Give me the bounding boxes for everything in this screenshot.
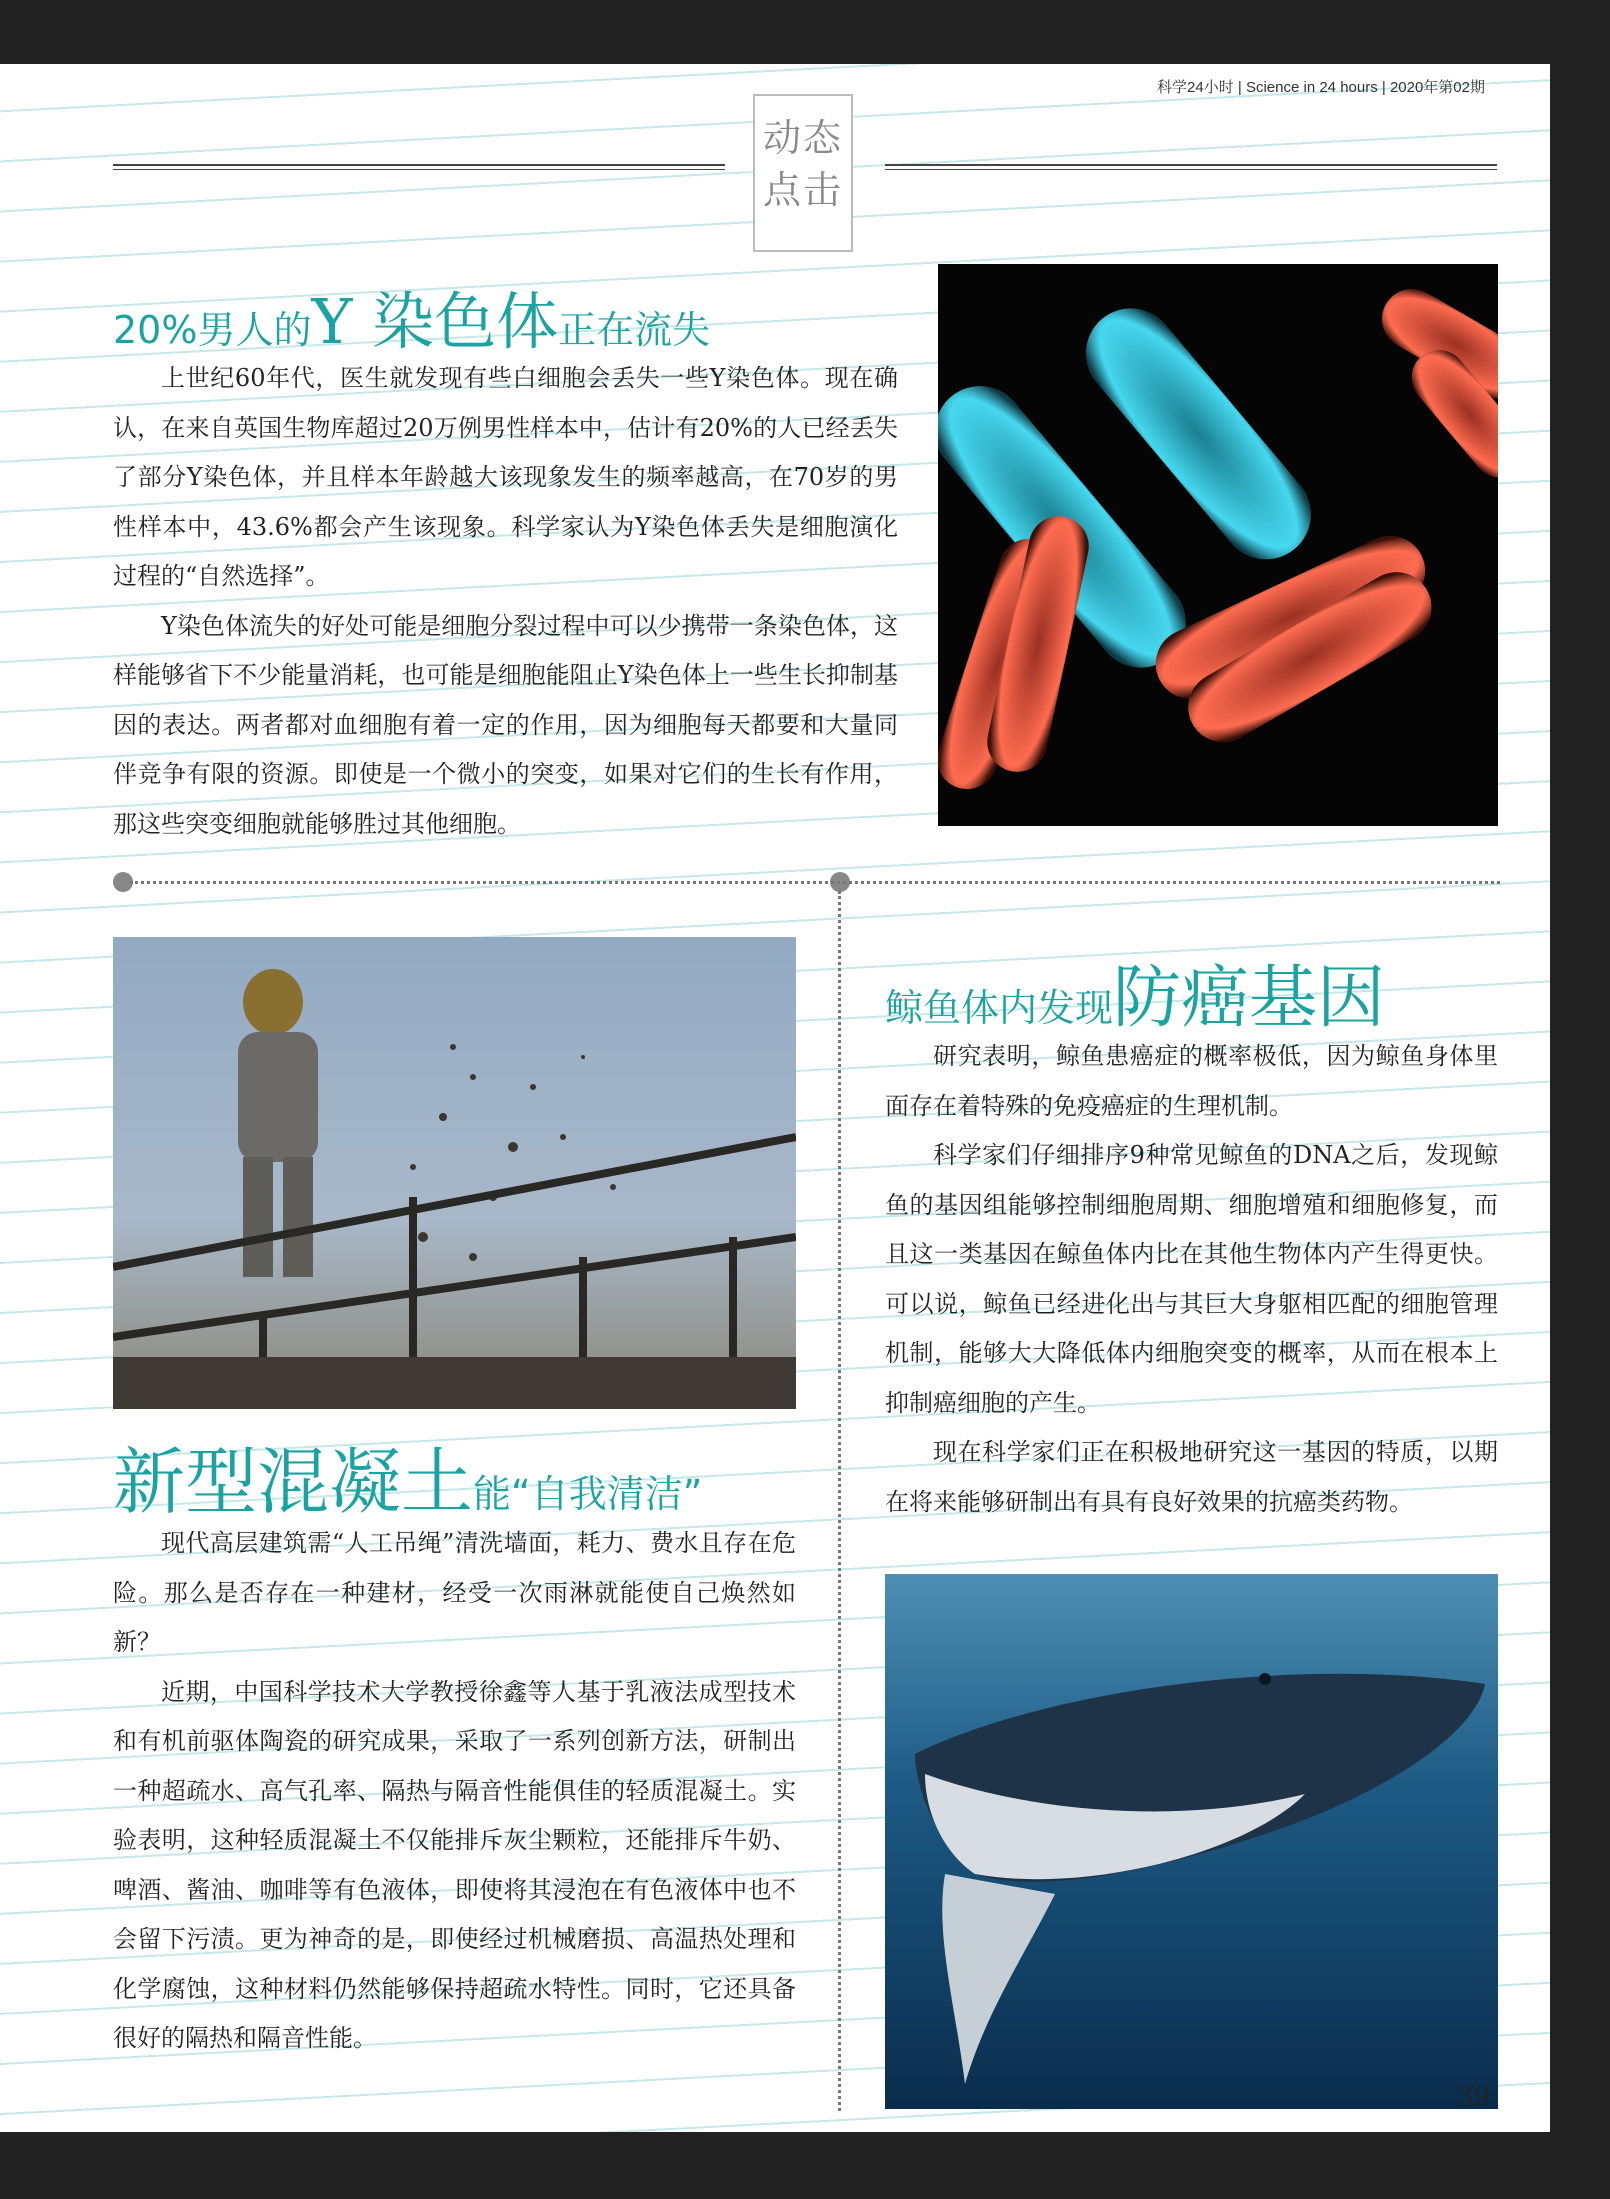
article1-paragraph: 上世纪60年代，医生就发现有些白细胞会丢失一些Y染色体。现在确认，在来自英国生物库超过20万例男性样本中，估计有20%的人已经丢失了部分Y染色体，并且样本年龄越大该现象发生的频率越高，在70岁的男性样本中，43.6%都会产生该现象。科学家认为Y染色体丢失是细胞演化过程的“自然选择”。 <box>113 364 898 590</box>
red-chromosome-corner <box>1371 278 1498 489</box>
article1-title-main: Y 染色体 <box>311 285 559 358</box>
section-label <box>753 94 853 252</box>
article3-paragraph: 科学家们仔细排序9种常见鲸鱼的DNA之后，发现鲸鱼的基因组能够控制细胞周期、细胞增殖和细胞修复，而且这一类基因在鲸鱼体内比在其他生物体内产生得更快。可以说，鲸鱼已经进化出与其巨大身躯相匹配的细胞管理机制，能够大大降低体内细胞突变的概率，从而在根本上抑制癌细胞的产生。 <box>885 1141 1498 1417</box>
article3-body <box>885 1032 1498 1527</box>
page-number: 39 <box>1456 2082 1490 2112</box>
article2-title-main: 新型混凝土 <box>113 1440 474 1524</box>
issue-info: 科学24小时 | Science in 24 hours | 2020年第02期 <box>1157 79 1485 96</box>
article2-paragraph: 近期，中国科学技术大学教授徐鑫等人基于乳液法成型技术和有机前驱体陶瓷的研究成果，采取了一系列创新方法，研制出一种超疏水、高气孔率、隔热与隔音性能俱佳的轻质混凝土。实验表明，这种轻质混凝土不仅能排斥灰尘颗粒，还能排斥牛奶、啤酒、酱油、咖啡等有色液体，即使将其浸泡在有色液体中也不会留下污渍。更为神奇的是，即使经过机械磨损、高温热处理和化学腐蚀，这种材料仍然能够保持超疏水特性。同时，它还具备很好的隔热和隔音性能。 <box>113 1677 796 2052</box>
whale-image <box>885 1574 1498 2109</box>
article2-body <box>113 1519 796 2064</box>
article1-paragraph: Y染色体流失的好处可能是细胞分裂过程中可以少携带一条染色体，这样能够省下不少能量消耗，也可能是细胞能阻止Y染色体上一些生长抑制基因的表达。两者都对血细胞有着一定的作用，因为细胞每天都要和大量同伴竞争有限的资源。即使是一个微小的突变，如果对它们的生长有作用，那这些突变细胞就能够胜过其他细胞。 <box>113 611 898 838</box>
red-chromosome-right <box>1144 524 1444 755</box>
chromosome-image <box>938 264 1498 826</box>
article3-title <box>885 944 1385 1041</box>
whale-illustration <box>885 1574 1498 2109</box>
header-rule-left <box>113 164 725 170</box>
section-label-line1: 动态 <box>762 116 843 160</box>
article2-title-suffix: 能“自我清洁” <box>473 1472 703 1516</box>
article3-title-main: 防癌基因 <box>1113 959 1386 1038</box>
article2-paragraph: 现代高层建筑需“人工吊绳”清洗墙面，耗力、费水且存在危险。那么是否存在一种建材，经受一次雨淋就能使自己焕然如新？ <box>113 1529 796 1656</box>
magazine-page <box>0 64 1550 2132</box>
vertical-divider <box>838 891 841 2111</box>
article3-paragraph: 研究表明，鲸鱼患癌症的概率极低，因为鲸鱼身体里面存在着特殊的免疫癌症的生理机制。 <box>885 1042 1498 1120</box>
rooftop-ledge <box>113 1357 796 1409</box>
red-chromosome-left <box>938 511 1094 797</box>
flying-debris <box>410 1044 616 1261</box>
article3-title-prefix: 鲸鱼体内发现 <box>885 986 1114 1030</box>
article1-title <box>113 272 710 361</box>
header-rule-right <box>885 164 1497 170</box>
article1-body <box>113 354 898 849</box>
worker-illustration <box>113 937 796 1409</box>
article1-title-suffix: 正在流失 <box>558 308 711 352</box>
article1-title-prefix: 20%男人的 <box>113 308 312 352</box>
section-label-line2: 点击 <box>762 168 843 212</box>
article3-paragraph: 现在科学家们正在积极地研究这一基因的特质，以期在将来能够研制出有具有良好效果的抗癌类药物。 <box>885 1438 1498 1516</box>
construction-worker-image <box>113 937 796 1409</box>
whale-body <box>915 1674 1485 2084</box>
whale-eye <box>1259 1673 1271 1685</box>
horizontal-divider <box>130 881 1500 884</box>
chromosome-illustration <box>938 264 1498 826</box>
article2-title <box>113 1424 702 1528</box>
